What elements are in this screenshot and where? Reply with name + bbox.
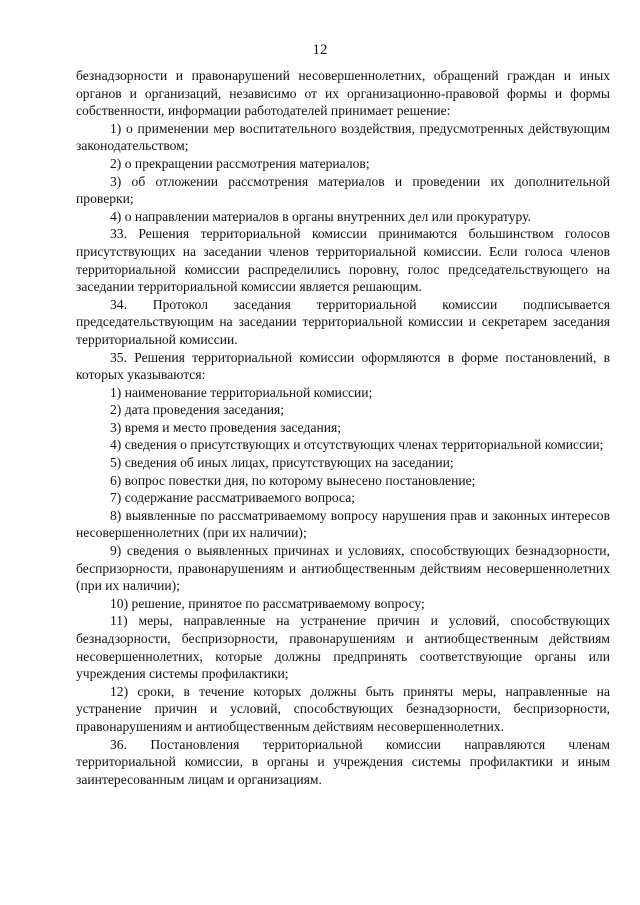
- decision-item-2: 2) о прекращении рассмотрения материалов;: [110, 155, 370, 171]
- resolution-item-3: 3) время и место проведения заседания;: [110, 419, 342, 435]
- clause-35: 35. Решения территориальной комиссии оформляются в форме постановлений, в которых указываются:: [76, 349, 610, 383]
- page-number: 12: [312, 42, 328, 58]
- decision-item-4: 4) о направлении материалов в органы внутренних дел или прокуратуру.: [110, 208, 531, 224]
- clause-33: 33. Решения территориальной комиссии принимаются большинством голосов присутствующих на заседании членов территориальной комиссии. Если голоса членов территориальной комиссии распределились поровну, голос председательствующего на заседании территориальной комиссии является решающим.: [76, 226, 610, 295]
- document-body: [76, 67, 610, 788]
- clause-34: 34. Протокол заседания территориальной комиссии подписывается председательствующим на заседании территориальной комиссии и секретарем заседания территориальной комиссии.: [76, 296, 610, 347]
- resolution-item-2: 2) дата проведения заседания;: [110, 402, 285, 418]
- clause-36: 36. Постановления территориальной комиссии направляются членам территориальной комиссии, в органы и учреждения системы профилактики и иным заинтересованным лицам и организациям.: [76, 736, 610, 787]
- resolution-item-8: 8) выявленные по рассматриваемому вопросу нарушения прав и законных интересов несовершеннолетних (при их наличии);: [76, 507, 610, 541]
- paragraph-continuation: безнадзорности и правонарушений несовершеннолетних, обращений граждан и иных органов и организаций, независимо от их организационно-правовой формы и формы собственности, информации работодателей принимает решение:: [76, 68, 610, 119]
- resolution-item-7: 7) содержание рассматриваемого вопроса;: [110, 490, 356, 506]
- resolution-item-4: 4) сведения о присутствующих и отсутствующих членах территориальной комиссии;: [110, 437, 604, 453]
- decision-item-3: 3) об отложении рассмотрения материалов и проведении их дополнительной проверки;: [76, 173, 610, 207]
- resolution-item-10: 10) решение, принятое по рассматриваемому вопросу;: [110, 595, 425, 611]
- decision-item-1: 1) о применении мер воспитательного воздействия, предусмотренных действующим законодательством;: [76, 120, 610, 154]
- resolution-item-5: 5) сведения об иных лицах, присутствующих на заседании;: [110, 455, 454, 471]
- resolution-item-9: 9) сведения о выявленных причинах и условиях, способствующих безнадзорности, беспризорности, правонарушениям и антиобщественным действиям несовершеннолетних (при их наличии);: [76, 543, 610, 594]
- resolution-item-12: 12) сроки, в течение которых должны быть приняты меры, направленные на устранение причин и условий, способствующих безнадзорности, беспризорности, правонарушениям и антиобщественным действиям несовершеннолетних.: [76, 683, 610, 734]
- resolution-item-11: 11) меры, направленные на устранение причин и условий, способствующих безнадзорности, беспризорности, правонарушениям и антиобщественным действиям несовершеннолетних, которые должны предпринять соответствующие органы или учреждения системы профилактики;: [76, 613, 610, 682]
- resolution-item-6: 6) вопрос повестки дня, по которому вынесено постановление;: [110, 472, 476, 488]
- resolution-item-1: 1) наименование территориальной комиссии;: [110, 384, 373, 400]
